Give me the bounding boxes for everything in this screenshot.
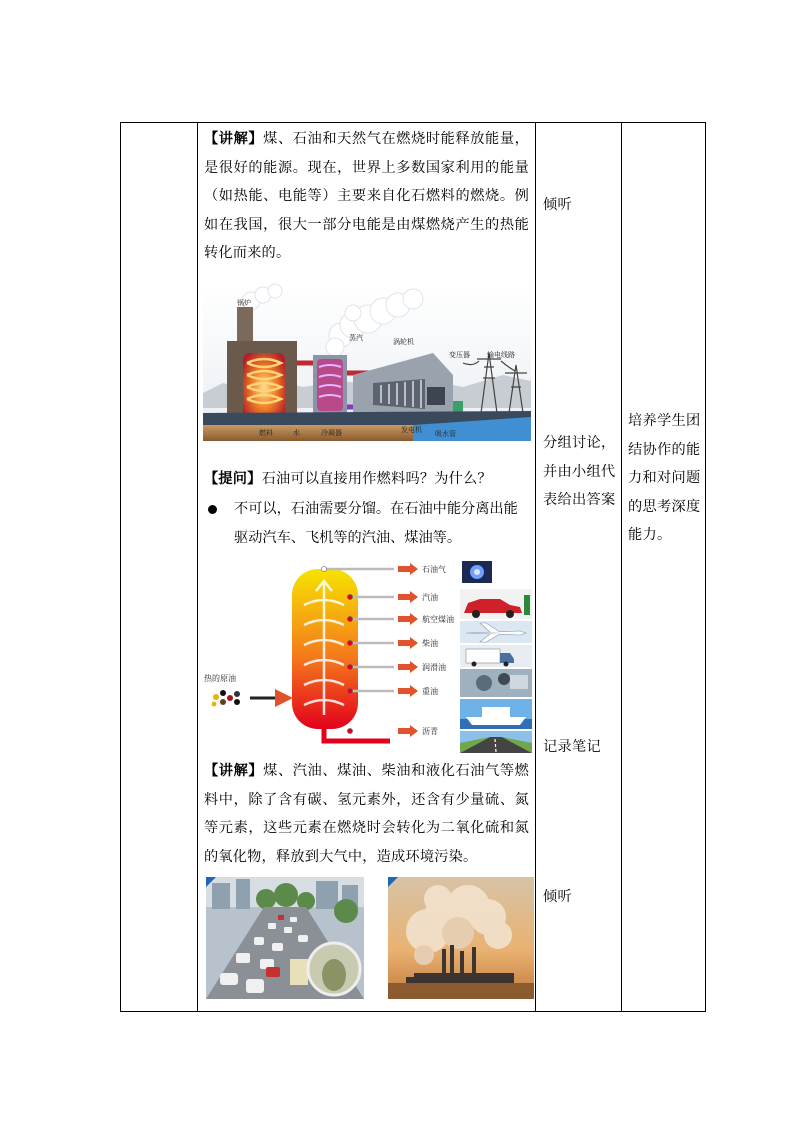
answer-bullet — [204, 495, 529, 553]
label-water: 水 — [293, 429, 300, 437]
product-arrow — [398, 613, 418, 625]
product-arrow — [398, 725, 418, 737]
answer-text: 不可以，石油需要分馏。在石油中能分离出能驱动汽车、飞机等的汽油、煤油等。 — [234, 501, 518, 546]
product-arrow — [398, 591, 418, 603]
product-arrow — [398, 563, 418, 575]
teaching-content-cell — [198, 123, 535, 1011]
student-activity-notes: 记录笔记 — [543, 739, 601, 755]
product-label: 汽油 — [422, 593, 438, 602]
product-label: 润滑油 — [422, 663, 446, 672]
label-condenser: 冷凝器 — [321, 429, 342, 437]
product-icons — [460, 561, 532, 753]
machine-gear-icon — [460, 669, 532, 697]
outlet-valve — [347, 688, 352, 693]
product-arrow — [398, 637, 418, 649]
power-plant-figure — [203, 283, 531, 441]
label-steam: 蒸汽 — [349, 334, 363, 342]
question-paragraph: 【提问】石油可以直接用作燃料吗？为什么？ — [204, 471, 492, 487]
transformer — [453, 401, 463, 413]
product-label: 重油 — [422, 687, 438, 696]
label-crude-oil: 热的原油 — [204, 674, 236, 683]
label-transformer: 变压器 — [449, 351, 470, 359]
lecture-paragraph-2: 【讲解】煤、汽油、煤油、柴油和液化石油气等燃料中，除了含有碳、氢元素外，还含有少量硫、氮等元素，这些元素在燃烧时会转化为二氧化硫和氮的氧化物，释放到大气中，造成环境污染。 — [204, 763, 529, 865]
chimney — [237, 307, 253, 343]
product-label: 石油气 — [422, 565, 446, 574]
student-activity-listen-2: 倾听 — [543, 889, 572, 905]
product-arrow — [398, 661, 418, 673]
product-label: 航空煤油 — [422, 615, 454, 624]
column-divider — [621, 123, 622, 1011]
product-label: 柴油 — [422, 639, 438, 648]
student-activity-discuss: 分组讨论，并由小组代表给出答案 — [543, 435, 616, 508]
road-icon — [460, 731, 532, 753]
outlet-valve — [321, 566, 326, 571]
product-label: 沥青 — [422, 727, 438, 736]
bullet-icon — [208, 505, 217, 514]
outlet-valve — [347, 664, 352, 669]
factory-smoke-photo — [388, 877, 534, 999]
outlet-valve — [347, 616, 352, 621]
truck-icon — [460, 645, 532, 667]
lesson-table — [120, 122, 706, 1012]
distillation-figure — [204, 555, 534, 755]
student-activity-listen-1: 倾听 — [543, 197, 572, 213]
label-boiler: 锅炉 — [237, 299, 251, 307]
product-arrow — [398, 685, 418, 697]
ship-icon — [460, 699, 532, 729]
design-intent-text: 培养学生团结协作的能力和对问题的思考深度能力。 — [628, 413, 701, 543]
airplane-icon — [460, 621, 532, 643]
outlet-valve — [347, 728, 352, 733]
lecture-paragraph-1: 【讲解】煤、石油和天然气在燃烧时能释放能量，是很好的能源。现在，世界上多数国家利用的能量（如热能、电能等）主要来自化石燃料的燃烧。例如在我国，很大一部分电能是由煤燃烧产生的热能转化而来的。 — [204, 131, 529, 261]
traffic-photo — [206, 877, 364, 999]
outlet-valve — [347, 640, 352, 645]
label-power-line: 输电线路 — [487, 351, 515, 359]
column-divider — [535, 123, 536, 1011]
crude-oil-drops — [212, 690, 240, 706]
ground — [203, 425, 413, 441]
car-icon — [460, 589, 532, 619]
label-turbine: 涡轮机 — [393, 338, 414, 346]
label-intake: 吸水管 — [435, 430, 456, 438]
label-fuel: 燃料 — [259, 429, 273, 437]
label-generator: 发电机 — [401, 426, 422, 434]
outlet-valve — [347, 594, 352, 599]
gas-flame-icon — [462, 561, 492, 583]
